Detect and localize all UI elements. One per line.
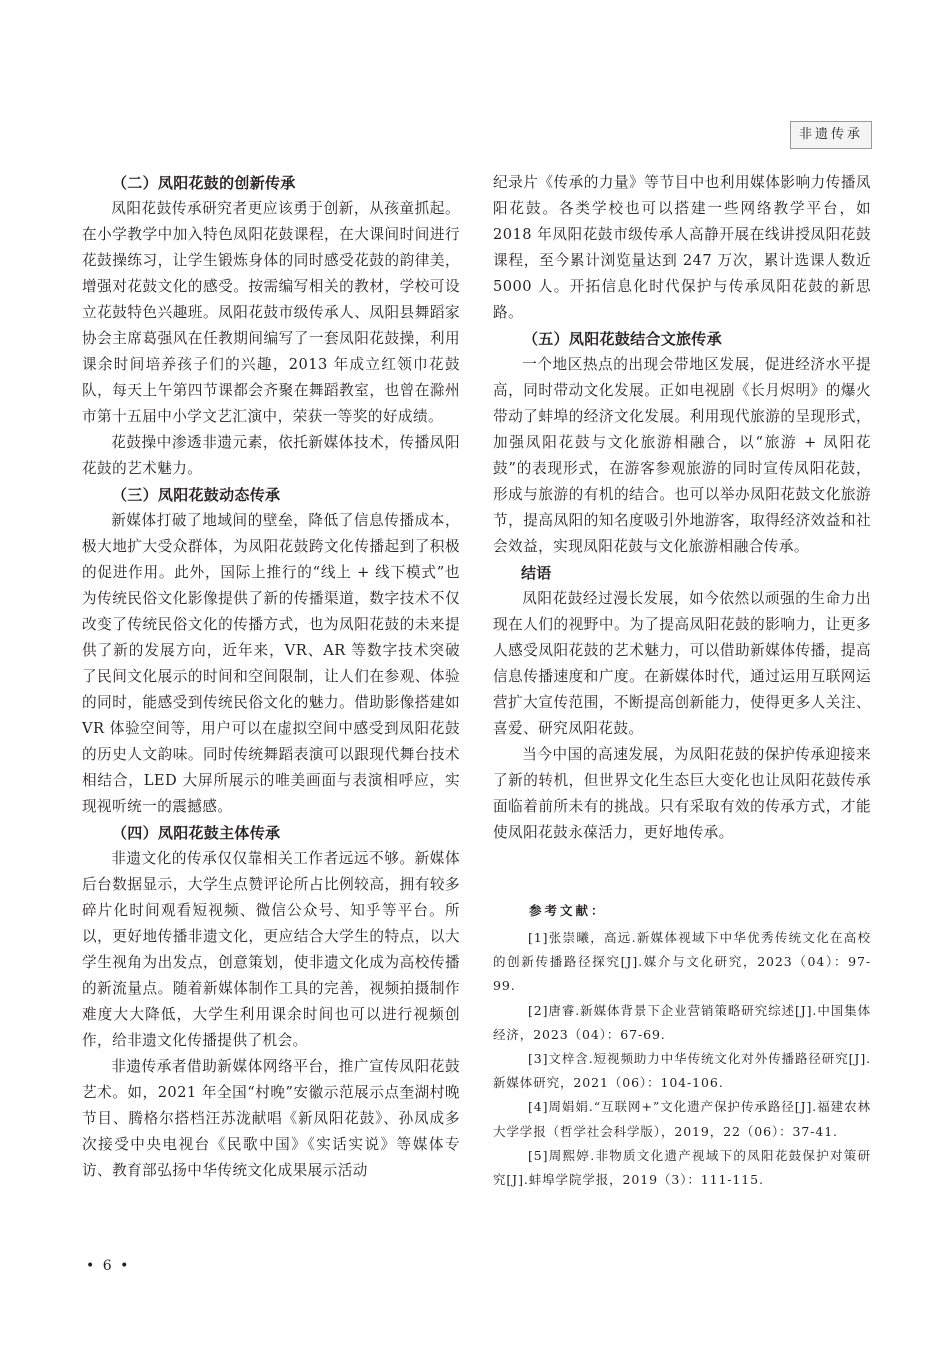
paragraph: 当今中国的高速发展，为凤阳花鼓的保护传承迎接来了新的转机，但世界文化生态巨大变化也让凤阳花鼓传承面临着前所未有的挑战。只有采取有效的传承方式，才能使凤阳花鼓永葆活力，更好地传承。 xyxy=(493,746,871,841)
left-column xyxy=(82,170,460,1184)
paragraph: 非遗文化的传承仅仅靠相关工作者远远不够。新媒体后台数据显示，大学生点赞评论所占比例较高，拥有较多碎片化时间观看短视频、微信公众号、知乎等平台。所以，更好地传播非遗文化，更应结合大学生的特点，以大学生视角为出发点，创意策划，使非遗文化成为高校传播的新流量点。随着新媒体制作工具的完善，视频拍摄制作难度大大降低，大学生利用课余时间也可以进行视频创作，给非遗文化传播提供了机会。 xyxy=(82,850,460,1049)
conclusion-heading: 结语 xyxy=(521,564,552,582)
paragraph: 新媒体打破了地域间的壁垒，降低了信息传播成本，极大地扩大受众群体，为凤阳花鼓跨文化传播起到了积极的促进作用。此外，国际上推行的“线上 + 线下模式”也为传统民俗文化影像提供了新的传播渠道，数字技术不仅改变了传统民俗文化的传播方式，也为凤阳花鼓的未来提供了新的发展方向，近年来，VR、AR 等数字技术突破了民间文化展示的时间和空间限制，让人们在参观、体验的同时，能感受到传统民俗文化的魅力。借助影像搭建如 VR 体验空间等，用户可以在虚拟空间中感受到凤阳花鼓的历史人文韵味。同时传统舞蹈表演可以跟现代舞台技术相结合，LED 大屏所展示的唯美画面与表演相呼应，实现视听统一的震撼感。 xyxy=(82,512,460,815)
reference-item: [5]周熙婷.非物质文化遗产视域下的凤阳花鼓保护对策研究[J].蚌埠学院学报，2019（3）：111-115. xyxy=(493,1147,871,1188)
paragraph: 花鼓操中渗透非遗元素，依托新媒体技术，传播凤阳花鼓的艺术魅力。 xyxy=(82,434,460,477)
references-title: 参考文献： xyxy=(529,903,607,918)
section-tag: 非遗传承 xyxy=(790,121,872,149)
section-heading-innovation: （二）凤阳花鼓的创新传承 xyxy=(112,174,296,192)
paragraph: 非遗传承者借助新媒体网络平台，推广宣传凤阳花鼓艺术。如，2021 年全国“村晚”安徽示范展示点奎湖村晚节目、腾格尔搭档汪苏泷献唱《新凤阳花鼓》、孙凤成多次接受中央电视台《民歌中国》《实话实说》等媒体专访、教育部弘扬中华传统文化成果展示活动 xyxy=(82,1058,460,1179)
section-heading-tourism: （五）凤阳花鼓结合文旅传承 xyxy=(523,330,722,348)
paragraph-continued: 纪录片《传承的力量》等节目中也利用媒体影响力传播凤阳花鼓。各类学校也可以搭建一些网络教学平台，如 2018 年凤阳花鼓市级传承人高静开展在线讲授凤阳花鼓课程，至今累计浏览量达到 247 万次，累计选课人数近 5000 人。开拓信息化时代保护与传承凤阳花鼓的新思路。 xyxy=(493,174,871,321)
paragraph: 凤阳花鼓传承研究者更应该勇于创新，从孩童抓起。在小学教学中加入特色凤阳花鼓课程，在大课间时间进行花鼓操练习，让学生锻炼身体的同时感受花鼓的韵律美，增强对花鼓文化的感受。按需编写相关的教材，学校可设立花鼓特色兴趣班。凤阳花鼓市级传承人、凤阳县舞蹈家协会主席葛强风在任教期间编写了一套凤阳花鼓操，利用课余时间培养孩子们的兴趣，2013 年成立红领巾花鼓队，每天上午第四节课都会齐聚在舞蹈教室，也曾在滁州市第十五届中小学文艺汇演中，荣获一等奖的好成绩。 xyxy=(82,200,460,425)
references-list xyxy=(493,926,871,1192)
right-column xyxy=(493,170,871,846)
page-number: • 6 • xyxy=(86,1258,131,1274)
reference-item: [4]周娟娟.“互联网+”文化遗产保护传承路径[J].福建农林大学学报（哲学社会科学版），2019，22（06）：37-41. xyxy=(493,1099,871,1139)
paragraph: 一个地区热点的出现会带地区发展，促进经济水平提高，同时带动文化发展。正如电视剧《长月烬明》的爆火带动了蚌埠的经济文化发展。利用现代旅游的呈现形式，加强凤阳花鼓与文化旅游相融合，以“旅游 + 凤阳花鼓”的表现形式，在游客参观旅游的同时宣传凤阳花鼓，形成与旅游的有机的结合。也可以举办凤阳花鼓文化旅游节，提高凤阳的知名度吸引外地游客，取得经济效益和社会效益，实现凤阳花鼓与文化旅游相融合传承。 xyxy=(493,356,871,555)
reference-item: [2]唐睿.新媒体背景下企业营销策略研究综述[J].中国集体经济，2023（04）：67-69. xyxy=(493,1002,871,1042)
section-heading-subject: （四）凤阳花鼓主体传承 xyxy=(112,824,281,842)
reference-item: [3]文梓含.短视频助力中华传统文化对外传播路径研究[J].新媒体研究，2021（06）：104-106. xyxy=(493,1051,871,1091)
section-heading-dynamic: （三）凤阳花鼓动态传承 xyxy=(112,486,281,504)
reference-item: [1]张崇曦，高远.新媒体视域下中华优秀传统文化在高校的创新传播路径探究[J].媒介与文化研究，2023（04）：97-99. xyxy=(493,930,871,994)
paragraph: 凤阳花鼓经过漫长发展，如今依然以顽强的生命力出现在人们的视野中。为了提高凤阳花鼓的影响力，让更多人感受凤阳花鼓的艺术魅力，可以借助新媒体传播，提高信息传播速度和广度。在新媒体时代，通过运用互联网运营扩大宣传范围，不断提高创新能力，使得更多人关注、喜爱、研究凤阳花鼓。 xyxy=(493,590,871,737)
